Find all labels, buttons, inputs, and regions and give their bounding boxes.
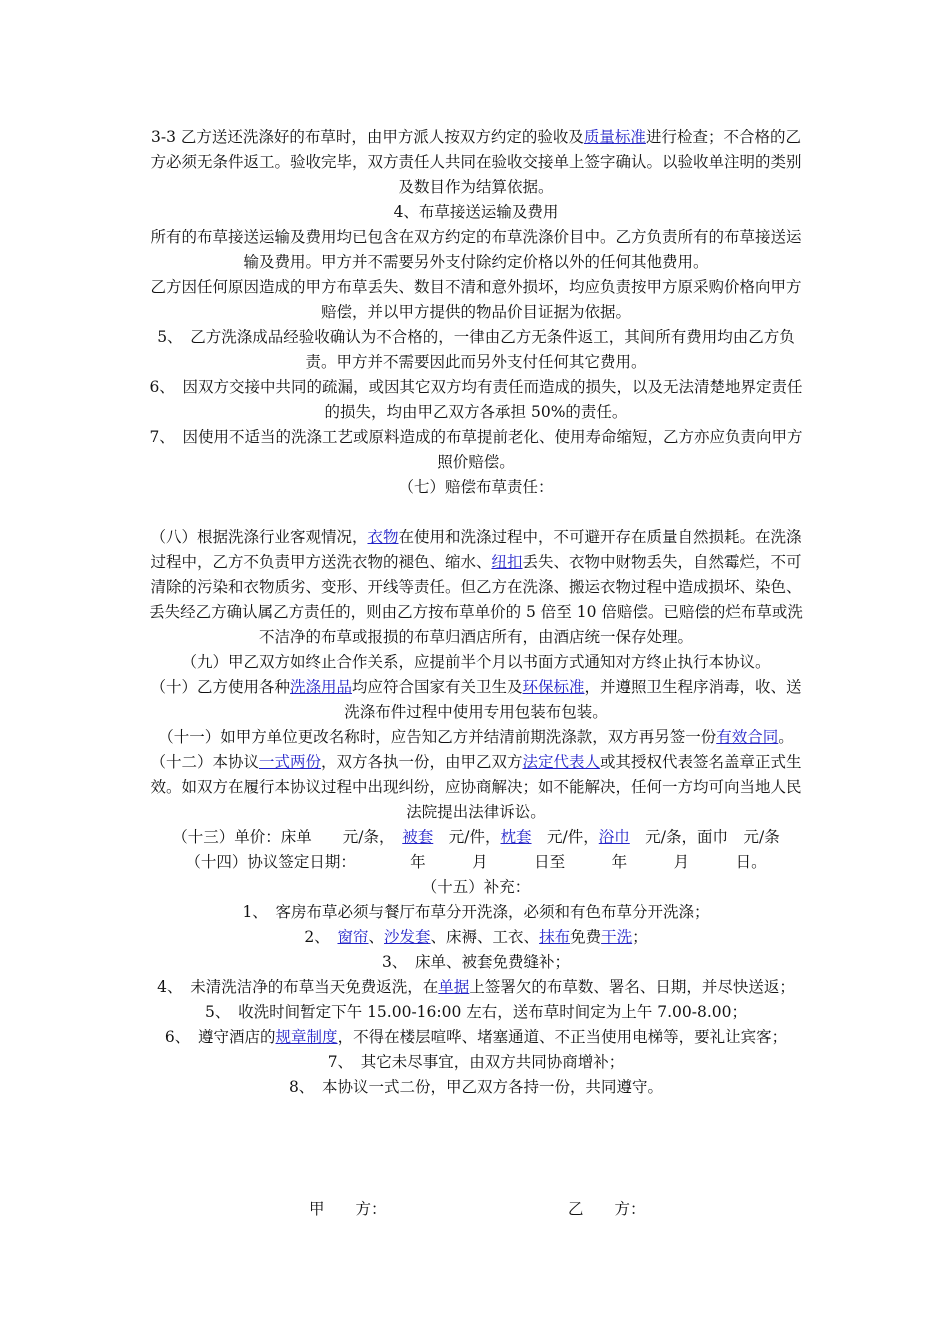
item-7: 7、 因使用不适当的洗涤工艺或原料造成的布草提前老化、使用寿命缩短，乙方亦应负责向甲方照价赔偿。 <box>149 428 803 471</box>
link-washing-supplies[interactable]: 洗涤用品 <box>289 678 352 696</box>
section-12: （十二）本协议一式两份，双方各执一份，由甲乙双方法定代表人或其授权代表签名盖章正式生效。如双方在履行本协议过程中出现纠纷，应协商解决；如不能解决，任何一方均可向当地人民法院提出法律诉讼。 <box>150 753 802 821</box>
supplement-6: 6、 遵守酒店的规章制度，不得在楼层喧哗、堵塞通道、不正当使用电梯等，要礼让宾客； <box>164 1028 788 1046</box>
supplement-8: 8、 本协议一式二份，甲乙双方各持一份，共同遵守。 <box>288 1078 664 1096</box>
link-receipt[interactable]: 单据 <box>438 978 470 996</box>
link-pillowcase[interactable]: 枕套 <box>500 828 532 846</box>
blank-line <box>145 500 807 525</box>
section-8: （八）根据洗涤行业客观情况，衣物在使用和洗涤过程中，不可避开存在质量自然损耗。在洗涤过程中，乙方不负责甲方送洗衣物的褪色、缩水、纽扣丢失、衣物中财物丢失，自然霉烂，不可清除的污染和衣物质劣、变形、开线等责任。但乙方在洗涤、搬运衣物过程中造成损坏、染色、丢失经乙方确认属乙方责任的，则由乙方按布草单价的 5 倍至 10 倍赔偿。已赔偿的烂布草或洗不洁净的布草或报损的布草归酒店所有，由酒店统一保存处理。 <box>149 528 803 646</box>
section-14-date: （十四）协议签定日期： 年 月 日至 年 月 日。 <box>185 853 767 871</box>
section-4-heading: 4、布草接送运输及费用 <box>393 203 559 221</box>
link-buttons[interactable]: 纽扣 <box>491 553 523 571</box>
link-two-copies[interactable]: 一式两份 <box>258 753 321 771</box>
document-body <box>145 125 807 1100</box>
supplement-7: 7、 其它未尽事宜，由双方共同协商增补； <box>327 1053 625 1071</box>
supplement-2: 2、 窗帘、沙发套、床褥、工衣、抹布免费干洗； <box>304 928 648 946</box>
signature-party-b: 乙 方： <box>568 1200 646 1218</box>
link-curtains[interactable]: 窗帘 <box>337 928 369 946</box>
link-clothing[interactable]: 衣物 <box>367 528 399 546</box>
section-4-paragraph-2: 乙方因任何原因造成的甲方布草丢失、数目不清和意外损坏，均应负责按甲方原采购价格向甲方赔偿，并以甲方提供的物品价目证据为依据。 <box>150 278 802 321</box>
link-duvet-cover[interactable]: 被套 <box>402 828 434 846</box>
link-environmental-standard[interactable]: 环保标准 <box>522 678 585 696</box>
link-sofa-cover[interactable]: 沙发套 <box>384 928 431 946</box>
supplement-1: 1、 客房布草必须与餐厅布草分开洗涤，必须和有色布草分开洗涤； <box>242 903 710 921</box>
link-rag[interactable]: 抹布 <box>539 928 571 946</box>
link-valid-contract[interactable]: 有效合同 <box>716 728 779 746</box>
section-7-heading: （七）赔偿布草责任： <box>398 478 554 496</box>
section-11: （十一）如甲方单位更改名称时，应告知乙方并结清前期洗涤款，双方再另签一份有效合同。 <box>158 728 794 746</box>
section-10: （十）乙方使用各种洗涤用品均应符合国家有关卫生及环保标准，并遵照卫生程序消毒，收、送洗涤布件过程中使用专用包装布包装。 <box>150 678 802 721</box>
section-13-prices: （十三）单价：床单 元/条， 被套 元/件，枕套 元/件，浴巾 元/条，面巾 元/条 <box>172 828 780 846</box>
supplement-4: 4、 未清洗洁净的布草当天免费返洗，在单据上签署欠的布草数、署名、日期，并尽快送返； <box>157 978 795 996</box>
section-9: （九）甲乙双方如终止合作关系，应提前半个月以书面方式通知对方终止执行本协议。 <box>181 653 771 671</box>
signature-party-a: 甲 方： <box>309 1200 387 1218</box>
link-bath-towel[interactable]: 浴巾 <box>598 828 630 846</box>
link-legal-representative[interactable]: 法定代表人 <box>522 753 601 771</box>
supplement-3: 3、 床单、被套免费缝补； <box>381 953 571 971</box>
supplement-5: 5、 收洗时间暂定下午 15.00-16:00 左右，送布草时间定为上午 7.00-8.00； <box>205 1003 747 1021</box>
paragraph-3-3: 3-3 乙方送还洗涤好的布草时，由甲方派人按双方约定的验收及质量标准进行检查；不合格的乙方必须无条件返工。验收完毕，双方责任人共同在验收交接单上签字确认。以验收单注明的类别及数目作为结算依据。 <box>150 128 802 196</box>
section-4-paragraph-1: 所有的布草接送运输及费用均已包含在双方约定的布草洗涤价目中。乙方负责所有的布草接送运输及费用。甲方并不需要另外支付除约定价格以外的任何其他费用。 <box>150 228 802 271</box>
link-rules-regulations[interactable]: 规章制度 <box>275 1028 338 1046</box>
link-dry-cleaning[interactable]: 干洗 <box>601 928 633 946</box>
item-6: 6、 因双方交接中共同的疏漏，或因其它双方均有责任而造成的损失，以及无法清楚地界定责任的损失，均由甲乙双方各承担 50%的责任。 <box>149 378 803 421</box>
item-5: 5、 乙方洗涤成品经验收确认为不合格的，一律由乙方无条件返工，其间所有费用均由乙方负责。甲方并不需要因此而另外支付任何其它费用。 <box>157 328 795 371</box>
section-15-heading: （十五）补充： <box>421 878 531 896</box>
link-quality-standard[interactable]: 质量标准 <box>583 128 646 146</box>
